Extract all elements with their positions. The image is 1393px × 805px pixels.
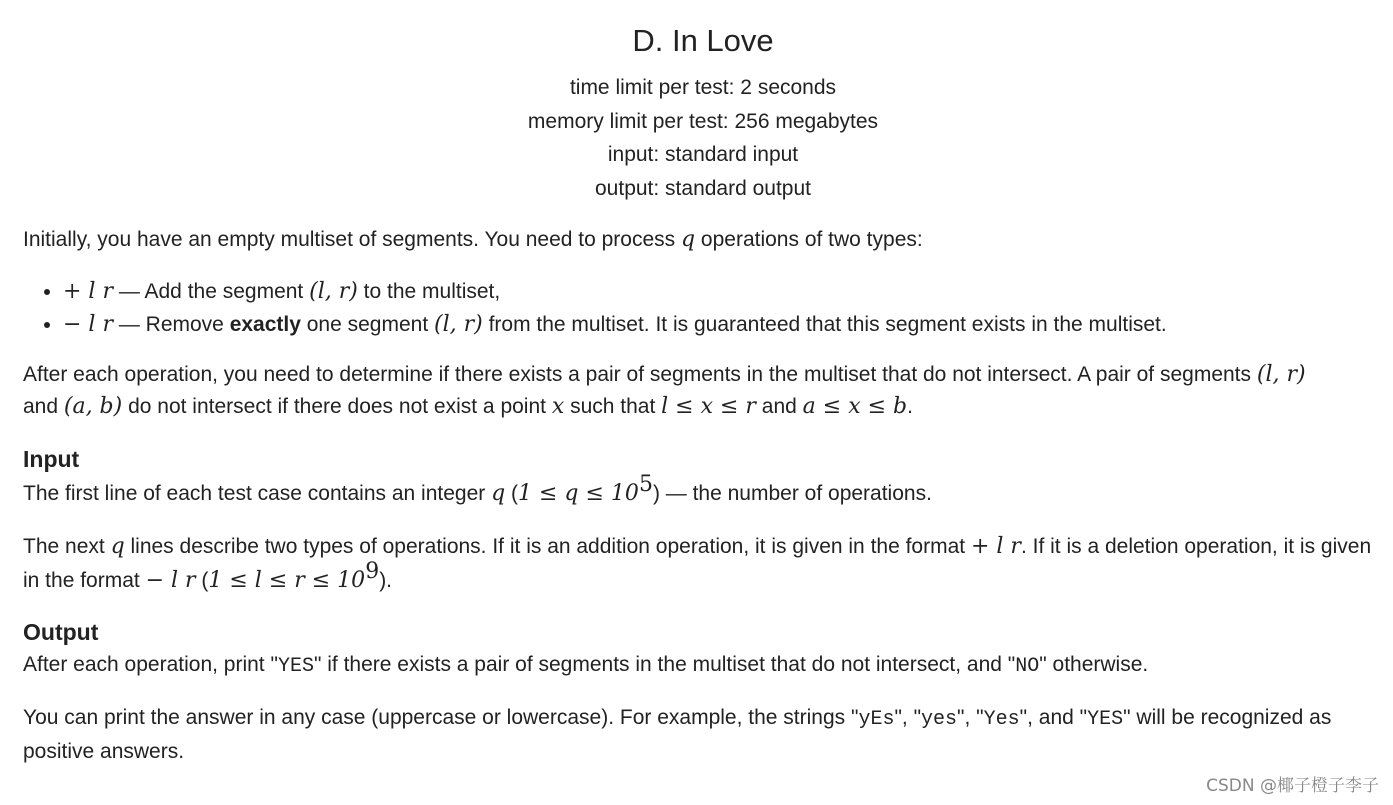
time-limit: time limit per test: 2 seconds <box>569 76 837 100</box>
watermark: CSDN @椰子橙子李子 <box>1206 775 1379 796</box>
statement-intro: Initially, you have an empty multiset of segments. You need to process q operations of two types: <box>23 227 923 253</box>
input-line-1: The first line of each test case contains an integer q $(1 \le q \le 10^5)$ — the number of operations. <box>23 471 932 506</box>
problem-title: D. In Love <box>632 23 774 58</box>
input-section <box>23 445 1383 598</box>
output-heading: Output <box>23 618 99 645</box>
statement-definition: After each operation, you need to determine if there exists a pair of segments in the multiset that do not intersect. A pair of segments (l, r) and (a, b) do not intersect if there does not exist a point x such that l ≤ x ≤ r and a ≤ x ≤ b. <box>23 362 1306 420</box>
output-section <box>23 618 1383 768</box>
memory-limit: memory limit per test: 256 megabytes <box>527 109 879 133</box>
input-heading: Input <box>23 446 80 473</box>
output-line-2: You can print the answer in any case (uppercase or lowercase). For example, the strings "yEs", "yes", "Yes", and "YES" will be recognized as positive answers. <box>23 705 1332 763</box>
input-spec: input: standard input <box>607 143 799 167</box>
problem-page <box>23 0 1383 768</box>
input-line-2: The next q lines describe two types of operations. If it is an addition operation, it is given in the format + l r. If it is a deletion operation, it is given in the format − l r $(1 \le l \le r \le 10^9)$. <box>23 533 1372 593</box>
output-spec: output: standard output <box>595 176 811 200</box>
list-item: • − l r — Remove exactly one segment (l, r) from the multiset. It is guaranteed that this segment exists in the multiset. <box>63 308 1383 341</box>
output-line-1: After each operation, print "YES" if there exists a pair of segments in the multiset that do not intersect, and "NO" otherwise. <box>23 652 1149 678</box>
problem-header <box>23 0 1383 205</box>
operation-list <box>23 275 1383 341</box>
list-item: • + l r — Add the segment (l, r) to the multiset, <box>63 275 1383 308</box>
problem-limits <box>23 71 1383 205</box>
